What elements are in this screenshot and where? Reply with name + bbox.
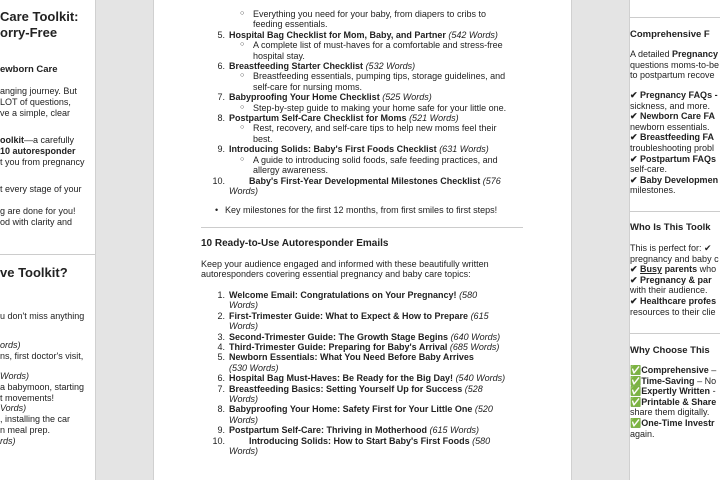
section-heading: 10 Ready-to-Use Autoresponder Emails (201, 238, 389, 249)
stage-line: t every stage of your (0, 184, 82, 194)
text: again. (630, 428, 655, 439)
bold-text: ✅Printable & Share (630, 396, 717, 407)
subitem-text: Breastfeeding essentials, pumping tips, storage guidelines, and (253, 71, 506, 82)
page-title-line2: orry-Free (0, 25, 58, 40)
list-line (630, 111, 718, 122)
text: – (708, 365, 717, 375)
item-number: 6. (217, 373, 225, 384)
word-count: (532 Words) (365, 61, 416, 72)
bold-text: ✔ Pregnancy FAQs - (630, 90, 718, 100)
list-subitem (229, 40, 523, 61)
word-count: ords) (0, 340, 21, 350)
subitem-text: Everything you need for your baby, from diapers to cribs to (253, 9, 486, 19)
divider (0, 254, 95, 255)
list-line (630, 376, 716, 387)
done-line-1: g are done for you! (0, 206, 76, 216)
item-title: Hospital Bag Checklist for Mom, Baby, and Partner (229, 29, 446, 40)
bold-text: parents (662, 264, 698, 275)
list-line (630, 386, 716, 397)
list-line (630, 143, 718, 154)
intro-line-3: ve a simple, clear (0, 107, 71, 118)
item-title: Third-Trimester Guide: Preparing for Baby's Arrival (229, 342, 448, 353)
intro-line-2: LOT of questions, (0, 96, 71, 107)
item-title: Newborn Essentials: What You Need Before Baby Arrives (229, 352, 474, 363)
list-item (201, 404, 523, 425)
item-number: 7. (217, 383, 225, 394)
subitem-text: allergy awareness. (253, 165, 329, 176)
list-item (201, 9, 523, 30)
item-number: 6. (217, 61, 225, 72)
text: milestones. (630, 185, 676, 196)
words-line-4 (0, 436, 84, 447)
word-count: (521 Words) (409, 113, 459, 124)
subtitle: ewborn Care (0, 64, 58, 75)
moon-line: a babymoon, starting (0, 381, 85, 392)
section-heading: ve Toolkit? (0, 265, 68, 280)
subitem-text: hospital stay. (253, 50, 305, 61)
list-line (630, 90, 718, 101)
subitem-text: Rest, recovery, and self-care tips to help new moms feel their (253, 123, 497, 134)
subitem-text: Step-by-step guide to making your home safe for your little one. (253, 102, 507, 113)
list-line (630, 264, 719, 275)
bold-text: ✅Comprehensive (630, 365, 709, 375)
item-title: Introducing Solids: How to Start Baby's First Foods (249, 435, 470, 446)
item-number: 2. (217, 310, 225, 321)
section-heading-audience: Who Is This Toolk (630, 222, 711, 233)
item-number: 8. (217, 404, 225, 415)
faq-intro-line-1 (630, 49, 719, 60)
word-count: (615 (470, 310, 489, 321)
word-count: (528 (464, 383, 483, 394)
item-title: Babyproofing Your Home Checklist (229, 92, 380, 103)
inline-link[interactable]: Busy (640, 264, 663, 275)
word-count: (615 Words) (429, 425, 480, 436)
word-count: (576 (482, 175, 501, 186)
item-title: Postpartum Self-Care: Thriving in Motherhood (229, 425, 428, 436)
word-count: Vords) (0, 403, 27, 414)
bold-text: ✔ Healthcare profes (630, 295, 717, 306)
bold-text: ✅One-Time Investr (630, 417, 715, 428)
toolkit-line (0, 135, 85, 146)
divider (630, 211, 720, 212)
word-count: (580 (459, 290, 478, 300)
list-line (630, 429, 716, 440)
text: sickness, and more. (630, 100, 711, 111)
meal-line: n meal prep. (0, 424, 51, 435)
checklist-list (201, 9, 523, 196)
word-count: (640 Words) (450, 331, 501, 342)
list-item (201, 373, 523, 383)
toolkit-bold: oolkit (0, 135, 24, 145)
list-item (201, 384, 523, 405)
list-line (630, 122, 718, 133)
text: - (710, 386, 716, 397)
milestones-bullet: • Key milestones for the first 12 months, from first smiles to first steps! (201, 205, 523, 216)
faq-intro-line-2: questions moms-to-be (630, 59, 720, 70)
words-line-1 (0, 340, 83, 351)
bold-text: ✅Expertly Written (630, 386, 711, 397)
word-count: (580 (472, 435, 491, 446)
item-number: 4. (217, 342, 225, 353)
list-item (201, 113, 523, 144)
bold-text: ✔ Postpartum FAQs (630, 153, 717, 164)
section-intro-line-1: Keep your audience engaged and informed with these beautifully written (201, 259, 489, 269)
item-number: 10. (212, 435, 225, 446)
divider (201, 227, 523, 228)
list-line (630, 132, 718, 143)
word-count: (542 Words) (448, 29, 498, 40)
list-line (630, 275, 719, 286)
item-number: 9. (217, 144, 225, 155)
bold-text: ✔ Newborn Care FA (630, 111, 716, 122)
item-title: Breastfeeding Starter Checklist (229, 61, 364, 72)
divider (630, 333, 720, 334)
toolkit-rest: —a carefully (24, 135, 75, 145)
list-line (630, 285, 719, 296)
faq-intro-line-3: to postpartum recove (630, 70, 715, 81)
bold-text: ✔ Pregnancy & par (630, 274, 712, 285)
list-line (630, 175, 718, 186)
list-item (201, 144, 523, 175)
text: A detailed (630, 49, 673, 59)
list-subitem (229, 71, 523, 92)
list-subitem (229, 9, 523, 30)
list-item (201, 332, 523, 342)
list-subitem (229, 123, 523, 144)
item-number: 3. (217, 331, 225, 342)
intro-line-1: anging journey. But (0, 86, 77, 96)
word-count: Words) (229, 446, 258, 457)
word-count: (530 Words) (229, 362, 279, 373)
item-title: Postpartum Self-Care Checklist for Moms (229, 113, 407, 124)
done-line-2: od with clarity and (0, 216, 73, 227)
faq-list (630, 90, 718, 196)
bold-text: ✔ (630, 264, 641, 275)
word-count: Words) (229, 185, 258, 196)
subitem-text: best. (253, 133, 273, 144)
text: pregnancy and baby c (630, 253, 719, 264)
subitem-text: A complete list of must-haves for a comfortable and stress-free (253, 40, 503, 51)
words-line-3 (0, 403, 84, 414)
word-count: Words) (229, 414, 258, 425)
list-line (630, 164, 718, 175)
autoresponder-line (0, 146, 85, 157)
item-title: First-Trimester Guide: What to Expect & How to Prepare (229, 310, 469, 321)
left-document-page (0, 0, 96, 480)
list-item (201, 425, 523, 435)
list-item (201, 92, 523, 113)
text: with their audience. (630, 285, 708, 296)
email-list (201, 290, 523, 457)
word-count: (520 (474, 404, 493, 415)
text: newborn essentials. (630, 121, 710, 132)
list-item (201, 352, 523, 373)
word-count: Words) (229, 300, 258, 311)
subitem-text: A guide to introducing solid foods, safe feeding practices, and (253, 154, 498, 165)
miss-line: u don't miss anything (0, 311, 85, 321)
bold-text: ✅Time-Saving (630, 375, 695, 386)
audience-list (630, 243, 719, 317)
item-number: 5. (217, 29, 225, 40)
right-document-page (629, 0, 720, 480)
item-number: 9. (217, 425, 225, 436)
list-item (201, 30, 523, 61)
item-number: 10. (212, 175, 225, 186)
center-document-page (153, 0, 572, 480)
item-number: 5. (217, 352, 225, 363)
list-item (201, 176, 523, 197)
subitem-text: self-care for nursing moms. (253, 81, 363, 92)
bold-text: Pregnancy (672, 49, 719, 59)
word-count: Words) (229, 394, 258, 405)
item-number: 1. (217, 290, 225, 300)
list-line (630, 418, 716, 429)
word-count: (525 Words) (382, 92, 432, 103)
subitem-text: feeding essentials. (253, 19, 328, 30)
item-number: 8. (217, 113, 225, 124)
item-title: Breastfeeding Basics: Setting Yourself Up for Success (229, 383, 463, 394)
autoresponder-bold: 10 autoresponder (0, 145, 76, 156)
list-line (630, 154, 718, 165)
list-subitem (229, 103, 523, 113)
list-line (630, 243, 719, 254)
bold-text: ✔ Breastfeeding FA (630, 132, 715, 143)
words-line-2 (0, 371, 84, 382)
text: self-care. (630, 164, 668, 175)
word-count: (631 Words) (439, 144, 489, 155)
movements-line: t movements! (0, 392, 55, 403)
list-line (630, 307, 719, 318)
item-number: 7. (217, 92, 225, 103)
car-line: , installing the car (0, 414, 71, 425)
page-title-line1: Care Toolkit: (0, 9, 79, 24)
list-item (201, 290, 523, 311)
text: share them digitally. (630, 407, 710, 418)
list-line (630, 185, 718, 196)
word-count: rds) (0, 435, 16, 446)
list-item (201, 311, 523, 332)
list-line (630, 407, 716, 418)
text: resources to their clie (630, 306, 716, 317)
section-heading-faq: Comprehensive F (630, 29, 710, 40)
visit-line: ns, first doctor's visit, (0, 350, 84, 361)
text: – No (694, 375, 717, 386)
list-item (201, 436, 523, 457)
text: troubleshooting probl (630, 142, 715, 153)
section-intro-line-2: autoresponders covering essential pregnancy and baby care topics: (201, 269, 471, 280)
item-title: Introducing Solids: Baby's First Foods Checklist (229, 144, 437, 155)
list-subitem (229, 155, 523, 176)
item-title: Babyproofing Your Home: Safety First for Your Little One (229, 404, 473, 415)
word-count: Words) (229, 321, 258, 332)
item-title: Hospital Bag Must-Haves: Be Ready for the Big Day! (229, 373, 454, 384)
list-item (201, 342, 523, 352)
word-count: (685 Words) (449, 342, 500, 353)
item-title: Second-Trimester Guide: The Growth Stage Begins (229, 331, 449, 342)
word-count: (540 Words) (455, 373, 506, 384)
benefits-list (630, 365, 716, 439)
list-line (630, 254, 719, 265)
list-line (630, 397, 716, 408)
list-item (201, 61, 523, 92)
text: This is perfect for: ✔ (630, 243, 712, 253)
item-title: Baby's First-Year Developmental Milestones Checklist (249, 175, 481, 186)
text: who (697, 264, 717, 275)
section-heading-why: Why Choose This (630, 345, 710, 356)
list-line (630, 101, 718, 112)
divider (630, 17, 720, 18)
bold-text: ✔ Baby Developmen (630, 174, 719, 185)
guide-line: t you from pregnancy (0, 156, 85, 167)
item-title: Welcome Email: Congratulations on Your Pregnancy! (229, 290, 457, 300)
list-line (630, 296, 719, 307)
word-count: Words) (0, 371, 29, 381)
list-line (630, 365, 716, 376)
